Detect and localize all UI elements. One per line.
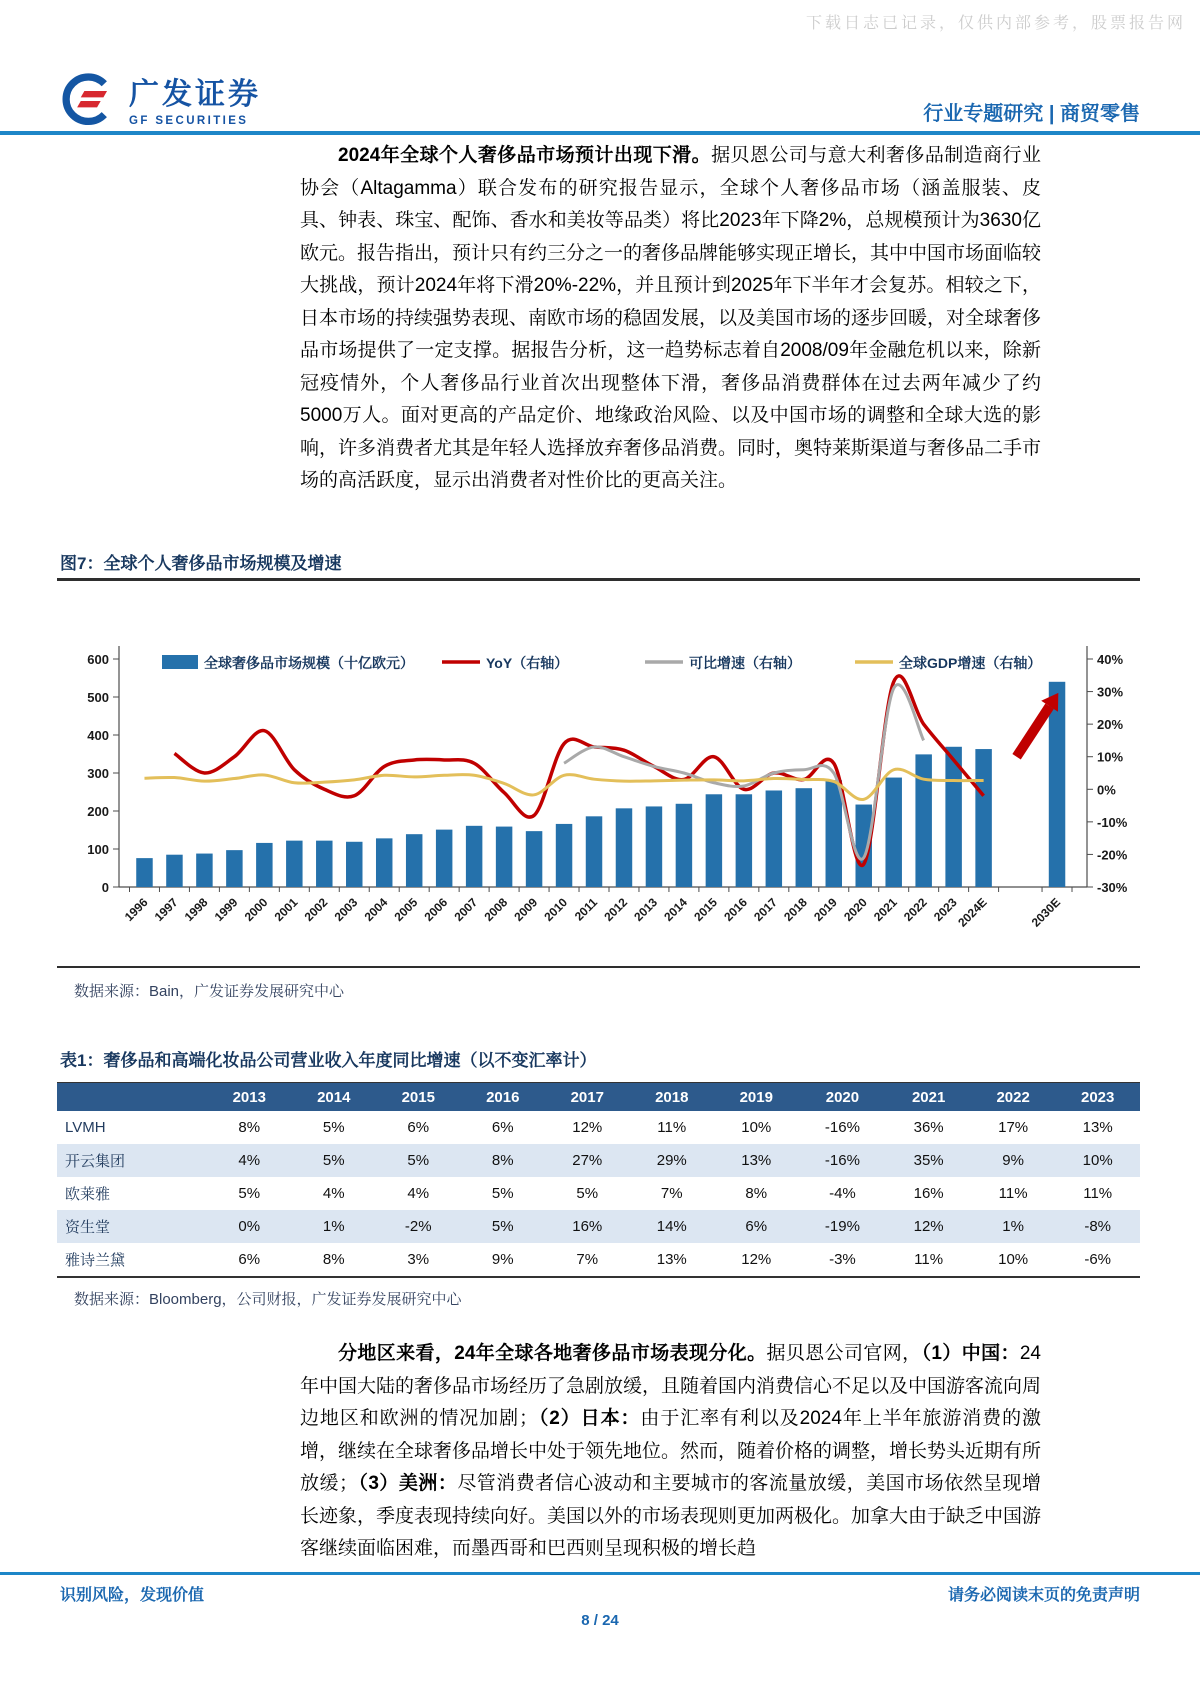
table1-source: 数据来源：Bloomberg，公司财报，广发证券发展研究中心 (74, 1291, 462, 1308)
year-column-header: 2016 (461, 1083, 546, 1112)
brand-logo (57, 72, 261, 135)
svg-text:2021: 2021 (871, 895, 900, 925)
table-row: 资生堂 0% 1% -2% 5% 16% 14% 6% -19% 12% 1% -8% (57, 1210, 1140, 1243)
region-paragraph: 分地区来看，24年全球各地奢侈品市场表现分化。据贝恩公司官网，（1）中国：24年中国大陆的奢侈品市场经历了急剧放缓，且随着国内消费信心不足以及中国游客流向周边地区和欧洲的情况加剧；（2）日本：由于汇率有利以及2024年上半年旅游消费的激增，继续在全球奢侈品增长中处于领先地位。然而，随着价格的调整，增长势头近期有所放缓；（3）美洲：尽管消费者信心波动和主要城市的客流量放缓，美国市场依然呈现增长迹象，季度表现持续向好。美国以外的市场表现则更加两极化。加拿大由于缺乏中国游客继续面临困难，而墨西哥和巴西则呈现积极的增长趋 (300, 1343, 1042, 1559)
header-divider: | (1048, 103, 1055, 125)
svg-text:2022: 2022 (901, 895, 930, 925)
svg-text:-30%: -30% (1097, 880, 1128, 895)
gf-logo-icon (57, 72, 119, 135)
svg-text:100: 100 (87, 842, 109, 857)
table-row: LVMH 8% 5% 6% 6% 12% 11% 10% -16% 36% 17% 13% (65, 1119, 1113, 1136)
luxury-market-chart (57, 584, 1140, 964)
svg-text:2024E: 2024E (955, 895, 990, 930)
svg-text:2002: 2002 (301, 895, 331, 925)
svg-text:2008: 2008 (481, 895, 511, 925)
svg-text:200: 200 (87, 804, 109, 819)
svg-text:300: 300 (87, 766, 109, 781)
chart-legend (162, 655, 1041, 671)
year-column-header: 2023 (1055, 1083, 1140, 1112)
svg-text:2001: 2001 (271, 895, 301, 925)
footer-rule (0, 1572, 1200, 1575)
report-header-label (923, 97, 1140, 126)
table-row: 雅诗兰黛 6% 8% 3% 9% 7% 13% 12% -3% 11% 10% -6% (65, 1251, 1112, 1269)
svg-text:600: 600 (87, 652, 109, 667)
svg-text:2005: 2005 (391, 895, 421, 925)
svg-text:2012: 2012 (601, 895, 631, 925)
svg-text:2011: 2011 (571, 895, 601, 924)
year-column-header: 2015 (376, 1083, 461, 1112)
svg-text:1997: 1997 (151, 895, 181, 925)
table-row: 开云集团 4% 5% 5% 8% 27% 29% 13% -16% 35% 9% 10% (57, 1144, 1140, 1177)
table1-title: 表1：奢侈品和高端化妆品公司营业收入年度同比增速（以不变汇率计） (60, 1051, 597, 1070)
figure7-chart-area (57, 584, 1140, 964)
year-column-header: 2018 (630, 1083, 715, 1112)
svg-text:2023: 2023 (930, 895, 960, 925)
svg-text:可比增速（右轴）: 可比增速（右轴） (689, 655, 801, 671)
svg-text:-10%: -10% (1097, 814, 1128, 830)
svg-text:10%: 10% (1097, 749, 1124, 765)
svg-text:2015: 2015 (691, 895, 721, 925)
header-rule (0, 131, 1200, 135)
svg-text:2003: 2003 (331, 895, 361, 925)
svg-text:0: 0 (101, 880, 109, 895)
table1-head-row (57, 1083, 1140, 1112)
intro-paragraph: 2024年全球个人奢侈品市场预计出现下滑。据贝恩公司与意大利奢侈品制造商行业协会（Altagamma）联合发布的研究报告显示，全球个人奢侈品市场（涵盖服装、皮具、钟表、珠宝、配饰、香水和美妆等品类）将比2023年下降2%，总规模预计为3630亿欧元。报告指出，预计只有约三分之一的奢侈品牌能够实现正增长，其中中国市场面临较大挑战，预计2024年将下滑20%-22%，并且预计到2025年下半年才会复苏。相较之下，日本市场的持续强势表现、南欧市场的稳固发展，以及美国市场的逐步回暖，对全球奢侈品市场提供了一定支撑。据报告分析，这一趋势标志着自2008/09年金融危机以来，除新冠疫情外，个人奢侈品行业首次出现整体下滑，奢侈品消费群体在过去两年减少了约5000万人。面对更高的产品定价、地缘政治风险、以及中国市场的调整和全球大选的影响，许多消费者尤其是年轻人选择放弃奢侈品消费。同时，奥特莱斯渠道与奢侈品二手市场的高活跃度，显示出消费者对性价比的更高关注。 (300, 145, 1042, 491)
svg-text:YoY（右轴）: YoY（右轴） (486, 655, 569, 671)
year-column-header: 2019 (714, 1083, 799, 1112)
year-column-header: 2021 (886, 1083, 971, 1112)
brand-name-cn: 广发证券 (129, 78, 261, 111)
svg-text:400: 400 (87, 728, 109, 743)
svg-text:2019: 2019 (811, 895, 840, 925)
figure7-title: 图7：全球个人奢侈品市场规模及增速 (60, 554, 342, 573)
svg-text:20%: 20% (1097, 717, 1124, 733)
svg-text:全球GDP增速（右轴）: 全球GDP增速（右轴） (899, 655, 1042, 671)
svg-text:30%: 30% (1097, 684, 1124, 700)
figure7-bottom-rule (57, 966, 1140, 968)
svg-text:2018: 2018 (781, 895, 810, 925)
svg-text:2016: 2016 (721, 895, 750, 925)
figure7-top-rule (57, 578, 1140, 581)
svg-text:500: 500 (87, 690, 109, 705)
year-column-header: 2017 (545, 1083, 630, 1112)
footer-disclaimer: 请务必阅读末页的免责声明 (947, 1587, 1140, 1604)
svg-text:2006: 2006 (421, 895, 451, 925)
year-column-header: 2014 (292, 1083, 377, 1112)
svg-text:0%: 0% (1097, 782, 1116, 798)
svg-text:-20%: -20% (1097, 847, 1128, 863)
svg-text:1996: 1996 (121, 895, 151, 925)
gdp-growth-line (144, 769, 983, 799)
svg-text:2013: 2013 (631, 895, 661, 925)
svg-text:2030E: 2030E (1028, 895, 1064, 930)
svg-text:2004: 2004 (361, 895, 391, 925)
svg-text:2020: 2020 (841, 895, 870, 925)
svg-text:2009: 2009 (511, 895, 541, 925)
svg-text:全球奢侈品市场规模（十亿欧元）: 全球奢侈品市场规模（十亿欧元） (204, 655, 414, 671)
year-column-header: 2013 (207, 1083, 292, 1112)
sector-label: 商贸零售 (1060, 103, 1140, 125)
table1 (57, 1082, 1140, 1278)
svg-text:40%: 40% (1097, 652, 1124, 667)
svg-text:2007: 2007 (451, 895, 481, 925)
svg-text:2010: 2010 (541, 895, 571, 925)
svg-text:2017: 2017 (751, 895, 780, 925)
watermark-text: 下载日志已记录，仅供内部参考，股票报告网 (805, 15, 1186, 32)
svg-text:2000: 2000 (241, 895, 271, 925)
svg-text:1999: 1999 (211, 895, 241, 925)
table1-body (57, 1111, 1140, 1277)
page-number: 8 / 24 (581, 1612, 619, 1629)
bar-series (136, 682, 1065, 887)
brand-name-en: GF SECURITIES (129, 115, 249, 127)
svg-text:2014: 2014 (661, 895, 691, 925)
footer-slogan: 识别风险，发现价值 (60, 1587, 205, 1604)
year-column-header: 2020 (799, 1083, 887, 1112)
table-row: 欧莱雅 5% 4% 4% 5% 5% 7% 8% -4% 16% 11% 11% (65, 1185, 1113, 1203)
svg-text:1998: 1998 (181, 895, 211, 925)
figure7-source: 数据来源：Bain，广发证券发展研究中心 (74, 983, 345, 1000)
doc-type-label: 行业专题研究 (923, 103, 1044, 125)
year-column-header: 2022 (971, 1083, 1056, 1112)
